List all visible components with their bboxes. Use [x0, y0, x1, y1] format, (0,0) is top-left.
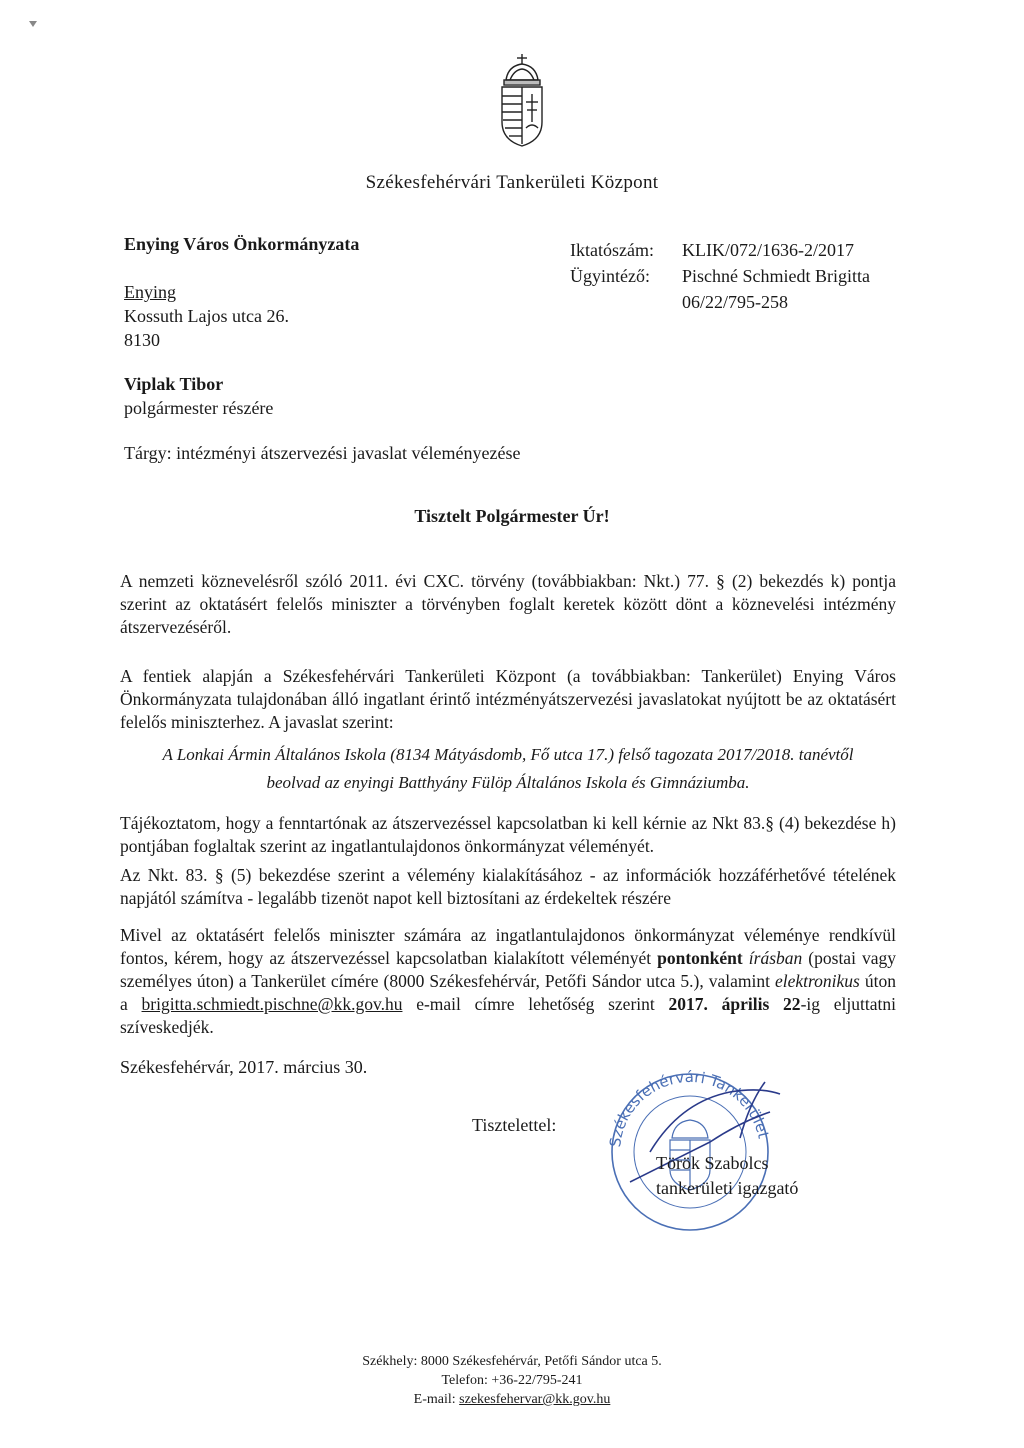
- paragraph-2: A fentiek alapján a Székesfehérvári Tankerületi Központ (a továbbiakban: Tankerület) Enying Város Önkormányzata tulajdonában álló ingatlant érintő intézményátszervezési javaslatokat nyújtott be az oktatásért felelős miniszterhez. A javaslat szerint:: [120, 666, 896, 732]
- p5-italic-written: írásban: [748, 948, 803, 968]
- paragraph-5: [120, 924, 896, 1039]
- clerk-label: Ügyintéző:: [570, 266, 650, 286]
- footer-email-label: E-mail:: [413, 1392, 460, 1407]
- ref-value: KLIK/072/1636-2/2017: [682, 240, 854, 260]
- addressee-street: Kossuth Lajos utca 26.: [124, 306, 289, 326]
- p5-bold-deadline: 2017. április 22: [668, 994, 801, 1014]
- quote-line-2: beolvad az enyingi Batthyány Fülöp Általános Iskola és Gimnáziumba.: [266, 773, 750, 792]
- official-stamp-icon: [590, 1042, 790, 1232]
- signer-block: [656, 1151, 798, 1201]
- footer-address: Székhely: 8000 Székesfehérvár, Petőfi Sándor utca 5.: [362, 1354, 662, 1369]
- p5-text-d: úton a: [120, 971, 896, 1014]
- p5-text-a: Mivel az oktatásért felelős miniszter számára az ingatlantulajdonos önkormányzat véleménye rendkívül fontos, kérem, hogy az átszervezéssel kapcsolatban kialakított véleményét: [120, 925, 896, 968]
- clerk-phone: 06/22/795-258: [682, 292, 788, 312]
- recipient-block: [124, 372, 273, 420]
- p5-italic-electronic: elektronikus: [774, 971, 860, 991]
- footer: [0, 1352, 1024, 1409]
- recipient-name: Viplak Tibor: [124, 374, 224, 394]
- quoted-proposal: [120, 741, 896, 797]
- addressee-block: [124, 232, 359, 352]
- addressee-zip: 8130: [124, 330, 160, 350]
- place-date: Székesfehérvár, 2017. március 30.: [120, 1057, 368, 1077]
- footer-email-link[interactable]: szekesfehervar@kk.gov.hu: [459, 1392, 611, 1407]
- p5-text-f: -ig eljuttatni szíveskedjék.: [120, 994, 896, 1037]
- paragraph-3: Tájékoztatom, hogy a fenntartónak az átszervezéssel kapcsolatban ki kell kérnie az Nkt 83.§ (4) bekezdése h) pontjában foglaltak szerint az ingatlantulajdonos önkormányzat véleményét.: [120, 813, 896, 856]
- footer-phone: Telefon: +36-22/795-241: [441, 1373, 583, 1388]
- addressee-city: Enying: [124, 282, 176, 302]
- clerk-value: Pischné Schmiedt Brigitta: [682, 266, 870, 286]
- p5-bold-pointwise: pontonként: [657, 948, 743, 968]
- salutation: Tisztelt Polgármester Úr!: [414, 506, 610, 526]
- recipient-role: polgármester részére: [124, 398, 274, 418]
- paragraph-1: A nemzeti köznevelésről szóló 2011. évi CXC. törvény (továbbiakban: Nkt.) 77. § (2) bekezdés k) pontja szerint az oktatásért felelős miniszter a törvényben foglalt keretek között dönt a köznevelési intézmény átszervezéséről.: [120, 571, 896, 637]
- signer-name: Török Szabolcs: [656, 1153, 769, 1173]
- footer-email-line: [0, 1390, 1024, 1409]
- p5-text-e: e-mail címre lehetőség szerint: [402, 994, 669, 1014]
- quote-line-1: A Lonkai Ármin Általános Iskola (8134 Mátyásdomb, Fő utca 17.) felső tagozata 2017/2018. tanévtől: [162, 745, 854, 764]
- stamp-text: Székesfehérvári Tankerület: [606, 1067, 773, 1149]
- addressee-name: Enying Város Önkormányzata: [124, 234, 360, 254]
- contact-email-link[interactable]: brigitta.schmiedt.pischne@kk.gov.hu: [141, 994, 403, 1014]
- reference-block: [570, 237, 870, 315]
- signer-title: tankerületi igazgató: [656, 1178, 799, 1198]
- subject-line: Tárgy: intézményi átszervezési javaslat véleményezése: [124, 443, 521, 463]
- scan-mark-icon: [28, 20, 38, 28]
- paragraph-4: Az Nkt. 83. § (5) bekezdése szerint a vélemény kialakításához - az információk hozzáférhetővé tételének napjától számítva - legalább tizenöt napot kell biztosítani az érdekeltek részére: [120, 865, 896, 908]
- organization-header: Székesfehérvári Tankerületi Központ: [365, 172, 659, 193]
- p5-text-c: (postai vagy személyes úton) a Tankerület címére (8000 Székesfehérvár, Petőfi Sándor utca 5.), valamint: [120, 948, 896, 991]
- ref-label: Iktatószám:: [570, 240, 654, 260]
- closing-greeting: Tisztelettel:: [472, 1115, 557, 1135]
- coat-of-arms-icon: [494, 52, 550, 148]
